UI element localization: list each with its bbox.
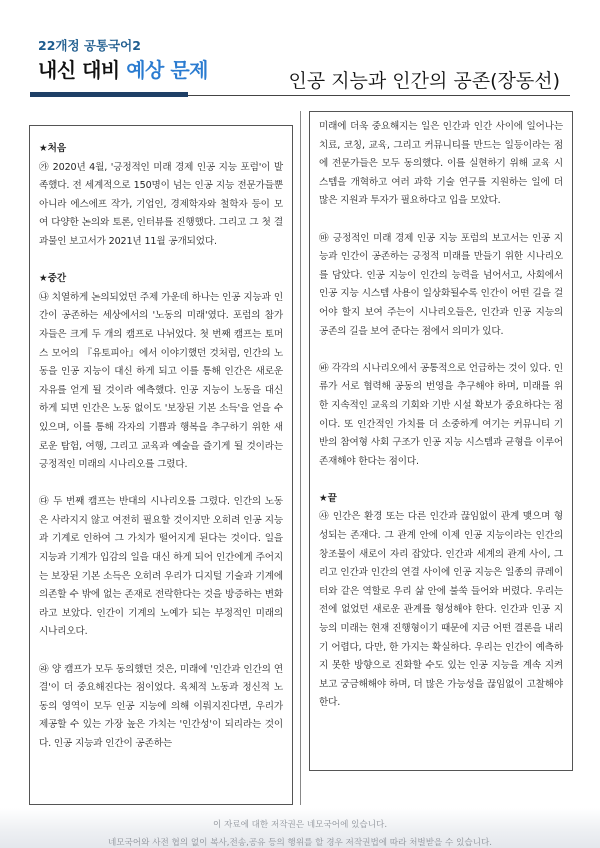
spacer [319,341,563,360]
spacer [39,642,283,661]
paragraph-sa: ㉴ 인간은 환경 또는 다른 인간과 끊임없이 관계 맺으며 형성되는 존재다. 그 관계 안에 이제 인공 지능이라는 인간의 창조물이 새로이 자리 잡았다. 인간과 세계의 관계 사이, 그리고 인간과 인간의 연결 사이에 인공 지능은 일종의 큐레이터와 같은 역할로 우리 삶 안에 불쑥 들어와 버렸다. 우리는 전에 없었던 새로운 관계를 형성해야 한다. 인간과 인공 지능의 미래는 현재 진행형이기 때문에 지금 어떤 결론을 내리기 어렵다, 다만, 한 가지는 확실하다. 우리는 인간이 예측하지 못한 방향으로 진화할 수도 있는 인공 지능을 계속 지켜보고 궁금해해야 하며, 더 많은 가능성을 끊임없이 고찰해야 한다. [319,511,563,709]
paragraph-ga: ㉮ 2020년 4월, '긍정적인 미래 경제 인공 지능 포럼'이 발족했다. 전 세계적으로 150명이 넘는 인공 지능 전문가들뿐 아니라 에스에프 작가, 기업인, 경제학자와 철학자 등이 모여 다양한 논의와 토론, 인터뷰를 진행했다. 그리고 그 첫 결과물인 보고서가 2021년 11월 공개되었다. [39,161,283,247]
spacer [39,475,283,494]
paragraph-ra: ㉱ 양 캠프가 모두 동의했던 것은, 미래에 '인간과 인간의 연결'이 더 중요해진다는 점이었다. 육체적 노동과 정신적 노동의 영역이 모두 인공 지능에 의해 이뤄지진다면, 우리가 제공할 수 있는 가장 높은 가치는 '인간성'이 되리라는 것이다. 인공 지능과 인간이 공존하는 [39,663,283,749]
page-title-main: 내신 대비 [38,58,127,82]
paragraph-ba: ㉳ 각각의 시나리오에서 공통적으로 언급하는 것이 있다. 인류가 서로 협력해 공동의 번영을 추구해야 하며, 미래를 위한 지속적인 교육의 기회와 기반 시설 확보가 중요하다는 점이다. 또 인간적인 가치를 더 소중하게 여기는 커뮤니티 기반의 참여형 사회 구조가 인공 지능 시스템과 균형을 이루어 존재해야 한다는 점이다. [319,362,563,467]
section-heading-beginning: ★처음 [39,143,67,154]
section-heading-end: ★끝 [319,492,337,504]
paragraph-ma: ㉲ 긍정적인 미래 경제 인공 지능 포럼의 보고서는 인공 지능과 인간이 공존하는 긍정적 미래를 만들기 위한 시나리오를 담았다. 인공 지능이 인간의 능력을 넘어서고, 사회에서 인공 지능 시스템 사용이 일상화될수록 인간이 어떤 길을 걸어야 할지 보여 주는이 시나리오들은, 인간과 인공 지능의 공존의 길을 보여 준다는 점에서 의미가 있다. [319,232,563,337]
paragraph-da: ㉰ 두 번째 캠프는 반대의 시나리오를 그렸다. 인간의 노동은 사라지지 않고 여전히 필요할 것이지만 오히려 인공 지능과 기계로 인하여 그 가치가 떨어지게 된다는 것이다. 일을 지능과 기계가 입감의 일을 대신 하게 되어 인간에게 주어지는 보장된 기본 소득은 오히려 우리가 디지털 기술과 기계에 의존할 수 밖에 없는 존재로 전락한다는 것을 방증하는 변화라고 보았다. 인간이 기계의 노예가 되는 부정적인 미래의 시나리오다. [39,496,283,638]
footer-warning: 네모국어와 사전 협의 없이 복사,전송,공유 등의 행위를 할 경우 저작권법에 따라 처벌받을 수 있습니다. [107,838,493,848]
header-rule-thick [30,92,188,97]
paragraph-na: ㉯ 치열하게 논의되었던 주제 가운데 하나는 인공 지능과 인간이 공존하는 세상에서의 '노동의 미래'였다. 포럼의 참가자들은 크게 두 개의 캠프로 나뉘었다. 첫 번째 캠프는 토머스 모어의 『유토피아』에서 이야기했던 것처럼, 인간의 노동을 인공 지능이 대신 하게 되고 이를 통해 인간은 새로운 자유를 얻게 될 것이라 예측했다. 인공 지능이 노동을 대신 하게 되면 인간은 노동 없이도 '보장된 기본 소득'을 얻을 수 있으며, 이를 통해 각자의 기쁨과 행복을 추구하기 위한 새로운 탐험, 여행, 그리고 교육과 예술을 즐기게 될 것이라는 긍정적인 미래의 시나리오를 그렸다. [39,291,283,471]
paragraph-ra-continued: 미래에 더욱 중요해지는 일은 인간과 인간 사이에 일어나는 치료, 코칭, 교육, 그리고 커뮤니티를 만드는 일등이라는 점에 전문가들은 모두 동의했다. 이를 실현하기 위해 교육 시스템을 개혁하고 여러 과학 기술 연구를 지원하는 일에 더 많은 지원과 투자가 필요하다고 입을 모았다. [319,121,563,207]
spacer [319,471,563,490]
header-series: 22개정 공통국어2 [38,38,141,53]
column-divider [300,111,301,805]
section-heading-middle: ★중간 [39,273,67,285]
left-column [29,125,293,805]
right-column [309,111,573,771]
header-rule-thin [188,95,570,96]
spacer [39,252,283,271]
page-title [38,54,208,83]
topic-title: 인공 지능과 인간의 공존(장동선) [288,70,560,92]
spacer [319,211,563,230]
footer-copyright: 이 자료에 대한 저작권은 네모국어에 있습니다. [212,820,388,830]
page-title-accent: 예상 문제 [126,58,208,82]
